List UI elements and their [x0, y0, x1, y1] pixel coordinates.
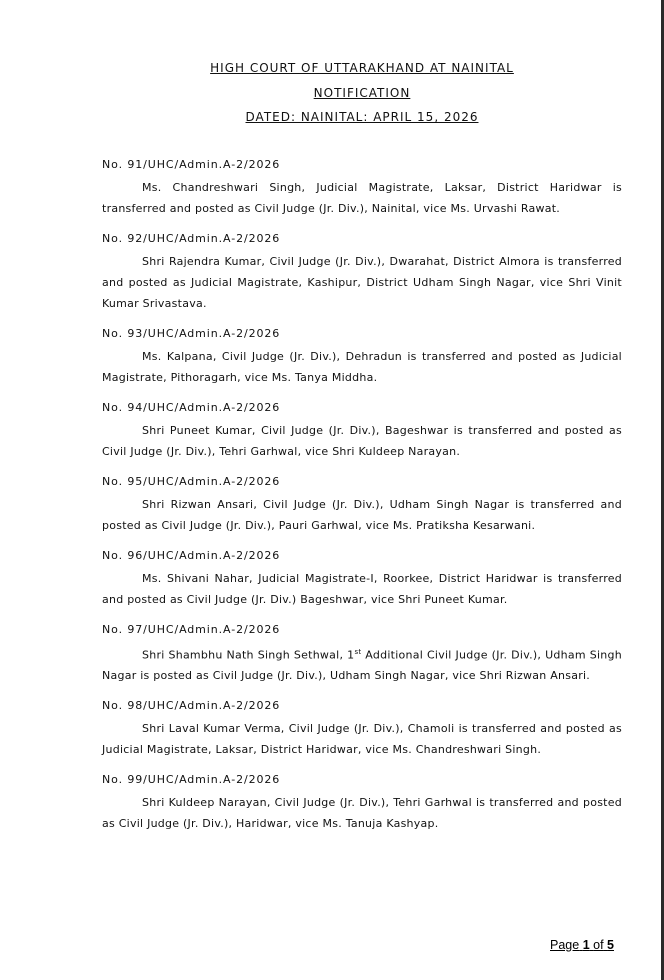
notice-item [102, 230, 622, 314]
notice-number: No. 96/UHC/Admin.A-2/2026 [102, 548, 281, 562]
notice-number: No. 94/UHC/Admin.A-2/2026 [102, 400, 281, 414]
notice-text-start: Shri Shambhu Nath Singh Sethwal, 1 [142, 648, 355, 662]
notice-number: No. 93/UHC/Admin.A-2/2026 [102, 326, 281, 340]
notice-number: No. 92/UHC/Admin.A-2/2026 [102, 231, 281, 245]
notice-text: Shri Kuldeep Narayan, Civil Judge (Jr. Div.), Tehri Garhwal is transferred and posted as Civil Judge (Jr. Div.), Haridwar, vice Ms. Tanuja Kashyap. [102, 796, 622, 831]
notice-text: Ms. Kalpana, Civil Judge (Jr. Div.), Dehradun is transferred and posted as Judicial Magistrate, Pithoragarh, vice Ms. Tanya Middha. [102, 349, 622, 384]
notice-text [102, 642, 622, 687]
notice-number: No. 91/UHC/Admin.A-2/2026 [102, 157, 281, 171]
of-label: of [593, 938, 604, 952]
document-page [102, 56, 622, 845]
notice-number: No. 98/UHC/Admin.A-2/2026 [102, 699, 281, 713]
notice-number: No. 95/UHC/Admin.A-2/2026 [102, 474, 281, 488]
notice-item [102, 697, 622, 760]
notice-item [102, 771, 622, 834]
notice-text: Shri Laval Kumar Verma, Civil Judge (Jr. Div.), Chamoli is transferred and posted as Judicial Magistrate, Laksar, District Haridwar, vice Ms. Chandreshwari Singh. [102, 722, 622, 757]
notice-number: No. 97/UHC/Admin.A-2/2026 [102, 622, 281, 636]
document-header [102, 56, 622, 130]
notice-text: Shri Rajendra Kumar, Civil Judge (Jr. Div.), Dwarahat, District Almora is transferred and posted as Judicial Magistrate, Kashipur, District Udham Singh Nagar, vice Shri Vinit Kumar Srivastava. [102, 254, 622, 310]
page-number [550, 938, 614, 952]
notice-text: Shri Rizwan Ansari, Civil Judge (Jr. Div.), Udham Singh Nagar is transferred and posted as Civil Judge (Jr. Div.), Pauri Garhwal, vice Ms. Pratiksha Kesarwani. [102, 497, 622, 532]
notice-text: Ms. Chandreshwari Singh, Judicial Magistrate, Laksar, District Haridwar is transferred and posted as Civil Judge (Jr. Div.), Nainital, vice Ms. Urvashi Rawat. [102, 180, 622, 215]
notice-item [102, 325, 622, 388]
notice-item [102, 547, 622, 610]
notice-text: Ms. Shivani Nahar, Judicial Magistrate-I, Roorkee, District Haridwar is transferred and posted as Civil Judge (Jr. Div.) Bageshwar, vice Shri Puneet Kumar. [102, 571, 622, 606]
total-pages: 5 [607, 938, 614, 952]
notice-item [102, 399, 622, 462]
document-date: DATED: NAINITAL: APRIL 15, 2026 [245, 110, 479, 124]
court-name: HIGH COURT OF UTTARAKHAND AT NAINITAL [210, 61, 514, 75]
page-label: Page [550, 938, 580, 952]
notice-text: Shri Puneet Kumar, Civil Judge (Jr. Div.), Bageshwar is transferred and posted as Civil Judge (Jr. Div.), Tehri Garhwal, vice Shri Kuldeep Narayan. [102, 423, 622, 458]
ordinal-suffix: st [354, 647, 362, 656]
notice-number: No. 99/UHC/Admin.A-2/2026 [102, 773, 281, 787]
notice-item [102, 621, 622, 687]
document-title: NOTIFICATION [313, 85, 411, 100]
notice-item [102, 473, 622, 536]
notice-text-end: Additional Civil Judge (Jr. Div.), Udham Singh Nagar is posted as Civil Judge (Jr. Div.), Udham Singh Nagar, vice Shri Rizwan Ansari. [102, 648, 622, 683]
notice-item [102, 156, 622, 219]
current-page: 1 [582, 938, 590, 952]
notice-list [102, 156, 622, 835]
